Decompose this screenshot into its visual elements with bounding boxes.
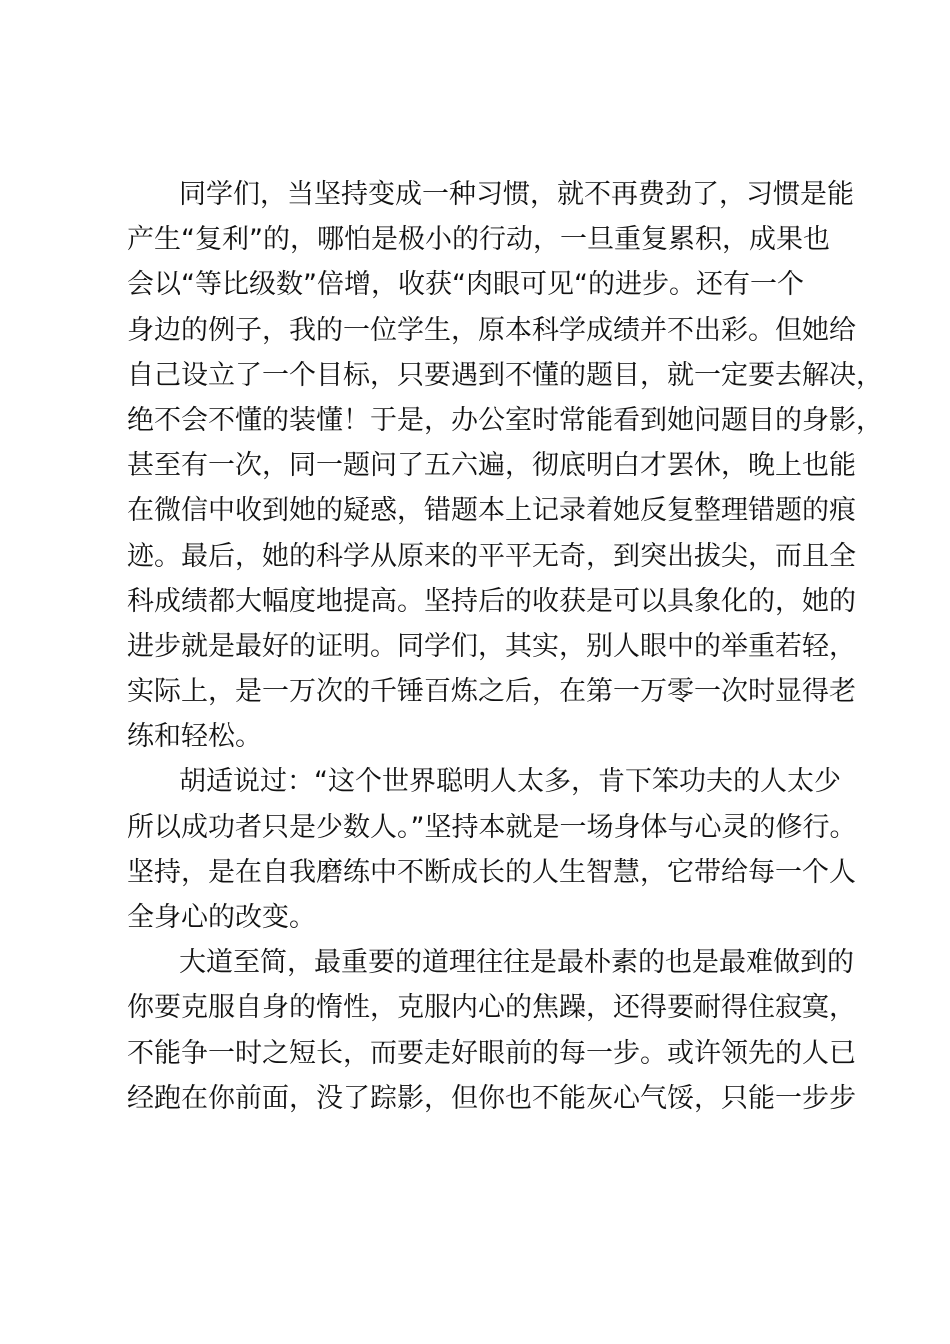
text-line: 产生“复利”的，哪怕是极小的行动，一旦重复累积，成果也 xyxy=(127,224,830,256)
paragraph-2 xyxy=(127,759,857,940)
text-line: 胡适说过：“这个世界聪明人太多，肯下笨功夫的人太少 xyxy=(179,766,841,798)
text-line: 自己设立了一个目标，只要遇到不懂的题目，就一定要去解决， xyxy=(127,359,883,391)
text-line: 大道至简，最重要的道理往往是最朴素的也是最难做到的 xyxy=(179,947,854,979)
paragraph-3 xyxy=(127,940,857,1121)
text-line: 不能争一时之短长，而要走好眼前的每一步。或许领先的人已 xyxy=(127,1037,856,1069)
text-line: 经跑在你前面，没了踪影，但你也不能灰心气馁，只能一步步 xyxy=(127,1082,856,1114)
text-line: 全身心的改变。 xyxy=(127,902,316,933)
text-line: 迹。最后，她的科学从原来的平平无奇，到突出拔尖，而且全 xyxy=(127,540,856,572)
text-line: 甚至有一次，同一题问了五六遍，彻底明白才罢休，晚上也能 xyxy=(127,450,856,482)
text-line: 实际上，是一万次的千锤百炼之后，在第一万零一次时显得老 xyxy=(127,676,856,708)
text-line: 在微信中收到她的疑惑，错题本上记录着她反复整理错题的痕 xyxy=(127,495,856,527)
text-line: 会以“等比级数”倍增，收获“肉眼可见“的进步。还有一个 xyxy=(127,269,804,301)
text-line: 所以成功者只是少数人。”坚持本就是一场身体与心灵的修行。 xyxy=(127,811,857,843)
text-line: 坚持，是在自我磨练中不断成长的人生智慧，它带给每一个人 xyxy=(127,856,856,888)
text-line: 科成绩都大幅度地提高。坚持后的收获是可以具象化的，她的 xyxy=(127,585,856,617)
text-line: 绝不会不懂的装懂！于是，办公室时常能看到她问题目的身影， xyxy=(127,404,883,436)
text-line: 身边的例子，我的一位学生，原本科学成绩并不出彩。但她给 xyxy=(127,314,856,346)
text-line: 你要克服自身的惰性，克服内心的焦躁，还得要耐得住寂寞， xyxy=(127,992,856,1024)
document-body xyxy=(127,172,883,1121)
paragraph-1 xyxy=(127,172,883,759)
text-line: 练和轻松。 xyxy=(127,721,262,753)
text-line: 同学们，当坚持变成一种习惯，就不再费劲了，习惯是能 xyxy=(179,179,854,210)
text-line: 进步就是最好的证明。同学们，其实，别人眼中的举重若轻， xyxy=(127,630,856,662)
